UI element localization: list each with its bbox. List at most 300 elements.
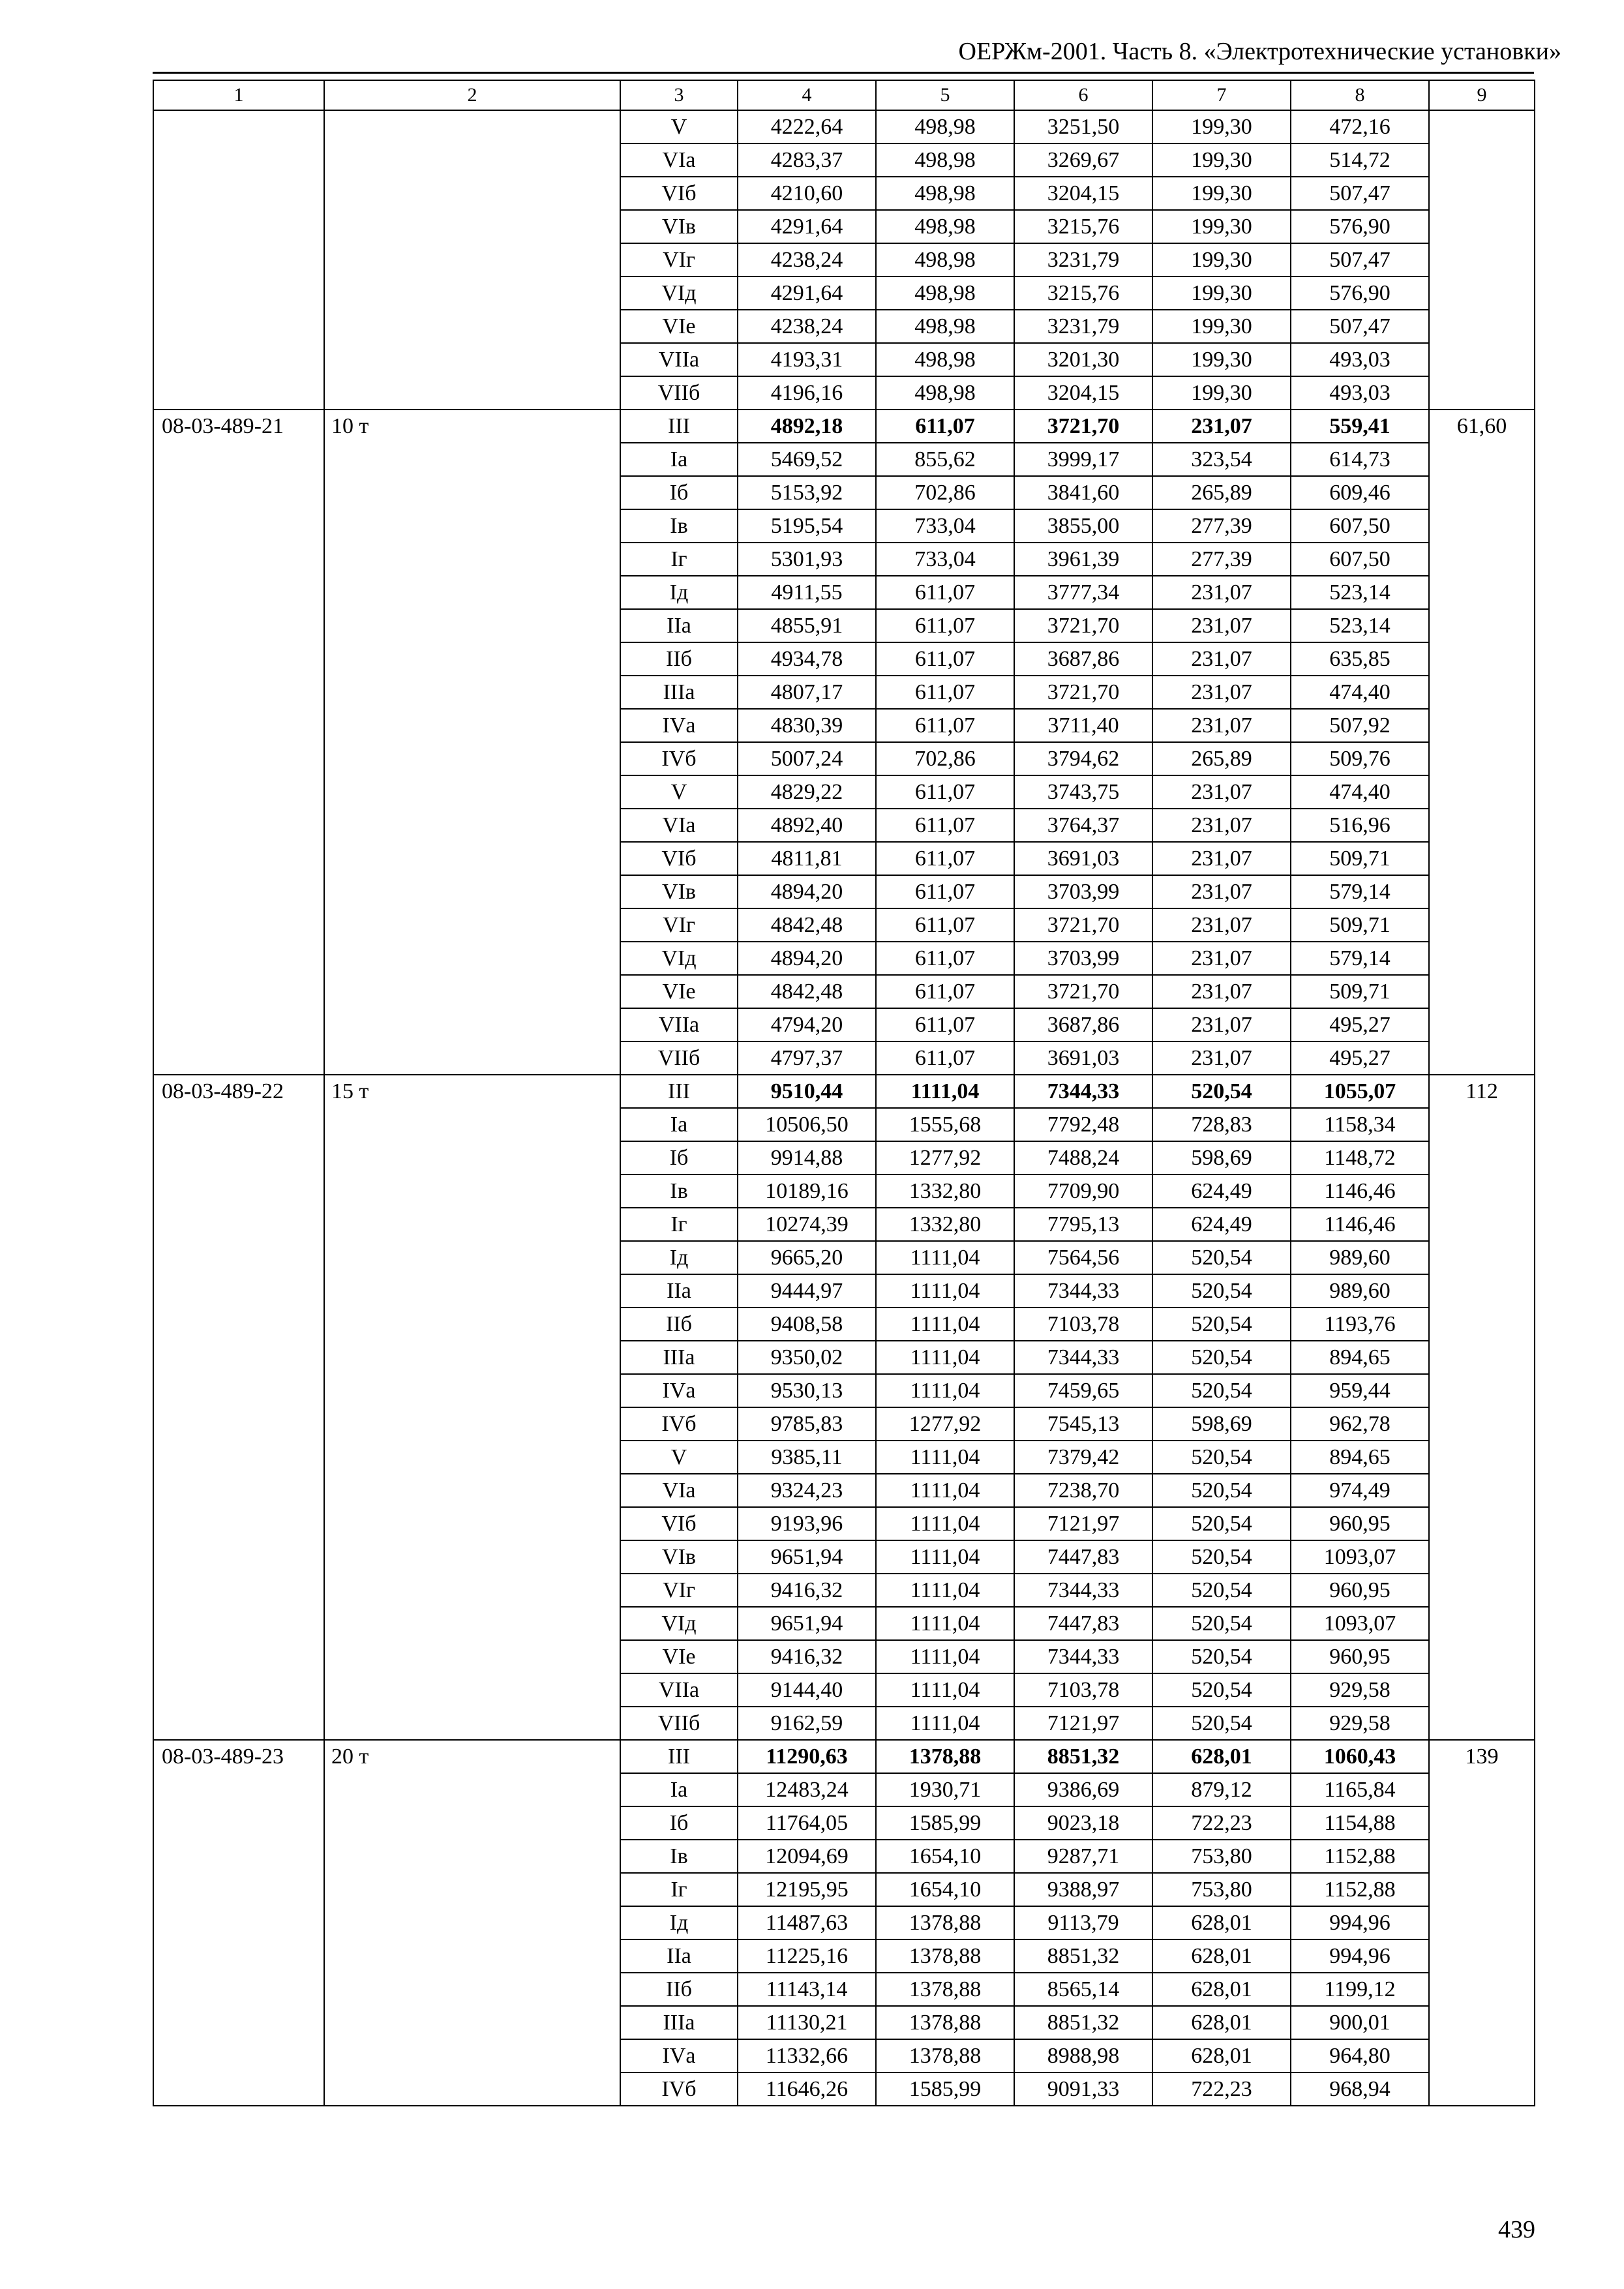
value-cell: 9385,11 [738,1441,876,1474]
value-cell: 7344,33 [1014,1574,1152,1607]
value-cell: 611,07 [876,709,1014,742]
value-cell: 9193,96 [738,1507,876,1540]
value-cell: 611,07 [876,1041,1014,1075]
value-cell: 199,30 [1152,177,1291,210]
value-cell: 514,72 [1291,143,1429,177]
value-cell: 3999,17 [1014,443,1152,476]
value-cell: 199,30 [1152,110,1291,143]
value-cell: 3711,40 [1014,709,1152,742]
value-cell: 231,07 [1152,809,1291,842]
value-cell: 607,50 [1291,509,1429,543]
value-cell: 879,12 [1152,1773,1291,1806]
column-number: 6 [1014,80,1152,110]
value-cell: 628,01 [1152,1906,1291,1939]
value-cell: 1111,04 [876,1241,1014,1274]
value-cell: 9386,69 [1014,1773,1152,1806]
value-cell: 1111,04 [876,1075,1014,1108]
zone-cell: VIг [620,908,738,942]
value-cell: 4892,18 [738,410,876,443]
zone-cell: VIIб [620,1041,738,1075]
column-number: 9 [1429,80,1535,110]
value-cell: 964,80 [1291,2039,1429,2072]
value-cell: 9350,02 [738,1341,876,1374]
value-cell: 960,95 [1291,1574,1429,1607]
value-cell: 498,98 [876,277,1014,310]
value-cell: 1111,04 [876,1507,1014,1540]
column-number: 4 [738,80,876,110]
value-cell: 4842,48 [738,975,876,1008]
value-cell: 11143,14 [738,1973,876,2006]
value-cell: 520,54 [1152,1241,1291,1274]
value-cell: 1055,07 [1291,1075,1429,1108]
value-cell: 7545,13 [1014,1407,1152,1441]
running-header: ОЕРЖм-2001. Часть 8. «Электротехнические установки» [958,38,1561,65]
value-cell: 7344,33 [1014,1274,1152,1308]
value-cell: 960,95 [1291,1507,1429,1540]
col9-cell-blank [1429,110,1535,410]
zone-cell: Iб [620,476,738,509]
value-cell: 11764,05 [738,1806,876,1840]
zone-cell: IVб [620,742,738,775]
value-cell: 9416,32 [738,1574,876,1607]
value-cell: 1585,99 [876,2072,1014,2106]
value-cell: 1199,12 [1291,1973,1429,2006]
value-cell: 989,60 [1291,1274,1429,1308]
value-cell: 960,95 [1291,1640,1429,1673]
value-cell: 9651,94 [738,1540,876,1574]
table-row [153,1075,1535,1108]
value-cell: 5469,52 [738,443,876,476]
value-cell: 520,54 [1152,1640,1291,1673]
value-cell: 7379,42 [1014,1441,1152,1474]
value-cell: 474,40 [1291,775,1429,809]
value-cell: 611,07 [876,908,1014,942]
value-cell: 3204,15 [1014,376,1152,410]
zone-cell: IIIа [620,676,738,709]
value-cell: 231,07 [1152,875,1291,908]
value-cell: 520,54 [1152,1540,1291,1574]
value-cell: 1152,88 [1291,1840,1429,1873]
zone-cell: VIа [620,809,738,842]
value-cell: 7121,97 [1014,1707,1152,1740]
value-cell: 3687,86 [1014,642,1152,676]
value-cell: 1111,04 [876,1607,1014,1640]
value-cell: 1378,88 [876,1740,1014,1773]
value-cell: 3721,70 [1014,908,1152,942]
value-cell: 611,07 [876,809,1014,842]
value-cell: 702,86 [876,476,1014,509]
rate-name: 10 т [324,410,620,1075]
value-cell: 1111,04 [876,1474,1014,1507]
value-cell: 628,01 [1152,2006,1291,2039]
value-cell: 722,23 [1152,2072,1291,2106]
value-cell: 9510,44 [738,1075,876,1108]
zone-cell: Iа [620,1108,738,1141]
column-number: 5 [876,80,1014,110]
value-cell: 7121,97 [1014,1507,1152,1540]
value-cell: 1152,88 [1291,1873,1429,1906]
value-cell: 579,14 [1291,875,1429,908]
value-cell: 1060,43 [1291,1740,1429,1773]
value-cell: 1277,92 [876,1407,1014,1441]
value-cell: 523,14 [1291,576,1429,609]
zone-cell: IIб [620,1308,738,1341]
value-cell: 4894,20 [738,875,876,908]
value-cell: 4238,24 [738,243,876,277]
value-cell: 9530,13 [738,1374,876,1407]
value-cell: 509,71 [1291,842,1429,875]
value-cell: 231,07 [1152,410,1291,443]
zone-cell: VIг [620,1574,738,1607]
value-cell: 520,54 [1152,1474,1291,1507]
value-cell: 520,54 [1152,1075,1291,1108]
value-cell: 611,07 [876,875,1014,908]
value-cell: 495,27 [1291,1008,1429,1041]
value-cell: 7238,70 [1014,1474,1152,1507]
value-cell: 702,86 [876,742,1014,775]
value-cell: 559,41 [1291,410,1429,443]
value-cell: 10189,16 [738,1174,876,1208]
value-cell: 509,76 [1291,742,1429,775]
value-cell: 3764,37 [1014,809,1152,842]
zone-cell: V [620,775,738,809]
value-cell: 231,07 [1152,676,1291,709]
value-cell: 9091,33 [1014,2072,1152,2106]
value-cell: 609,46 [1291,476,1429,509]
value-cell: 520,54 [1152,1274,1291,1308]
value-cell: 4794,20 [738,1008,876,1041]
value-cell: 231,07 [1152,609,1291,642]
zone-cell: Iг [620,543,738,576]
value-cell: 5195,54 [738,509,876,543]
value-cell: 1146,46 [1291,1208,1429,1241]
value-cell: 611,07 [876,775,1014,809]
zone-cell: VIе [620,1640,738,1673]
zone-cell: IIа [620,1939,738,1973]
value-cell: 493,03 [1291,343,1429,376]
zone-cell: IVа [620,1374,738,1407]
value-cell: 199,30 [1152,243,1291,277]
value-cell: 7488,24 [1014,1141,1152,1174]
value-cell: 523,14 [1291,609,1429,642]
value-cell: 3687,86 [1014,1008,1152,1041]
value-cell: 1930,71 [876,1773,1014,1806]
value-cell: 3743,75 [1014,775,1152,809]
value-cell: 520,54 [1152,1673,1291,1707]
value-cell: 520,54 [1152,1507,1291,1540]
value-cell: 520,54 [1152,1607,1291,1640]
value-cell: 9408,58 [738,1308,876,1341]
value-cell: 3231,79 [1014,243,1152,277]
value-cell: 520,54 [1152,1441,1291,1474]
value-cell: 3841,60 [1014,476,1152,509]
value-cell: 7103,78 [1014,1308,1152,1341]
rate-name: 15 т [324,1075,620,1740]
value-cell: 231,07 [1152,975,1291,1008]
value-cell: 611,07 [876,410,1014,443]
zone-cell: VIв [620,1540,738,1574]
value-cell: 5153,92 [738,476,876,509]
value-cell: 628,01 [1152,1973,1291,2006]
zone-cell: III [620,1075,738,1108]
value-cell: 9785,83 [738,1407,876,1441]
value-cell: 7344,33 [1014,1640,1152,1673]
value-cell: 3721,70 [1014,609,1152,642]
value-cell: 498,98 [876,376,1014,410]
zone-cell: Iг [620,1208,738,1241]
zone-cell: Iа [620,443,738,476]
price-table [153,80,1535,2106]
value-cell: 1111,04 [876,1640,1014,1673]
value-cell: 265,89 [1152,742,1291,775]
value-cell: 753,80 [1152,1840,1291,1873]
value-cell: 7447,83 [1014,1540,1152,1574]
value-cell: 9651,94 [738,1607,876,1640]
value-cell: 9665,20 [738,1241,876,1274]
value-cell: 7344,33 [1014,1075,1152,1108]
value-cell: 628,01 [1152,1740,1291,1773]
value-cell: 516,96 [1291,809,1429,842]
value-cell: 1654,10 [876,1840,1014,1873]
value-cell: 3269,67 [1014,143,1152,177]
zone-cell: III [620,1740,738,1773]
value-cell: 1158,34 [1291,1108,1429,1141]
value-cell: 12195,95 [738,1873,876,1906]
value-cell: 959,44 [1291,1374,1429,1407]
value-cell: 199,30 [1152,277,1291,310]
value-cell: 733,04 [876,543,1014,576]
value-cell: 1332,80 [876,1174,1014,1208]
value-cell: 3215,76 [1014,277,1152,310]
value-cell: 1193,76 [1291,1308,1429,1341]
value-cell: 3703,99 [1014,875,1152,908]
zone-cell: Iб [620,1806,738,1840]
value-cell: 3231,79 [1014,310,1152,343]
col9-value: 112 [1429,1075,1535,1740]
value-cell: 855,62 [876,443,1014,476]
rate-code: 08-03-489-21 [153,410,324,1075]
value-cell: 598,69 [1152,1407,1291,1441]
name-cell-blank [324,110,620,410]
column-header-row [153,80,1535,110]
value-cell: 624,49 [1152,1174,1291,1208]
value-cell: 894,65 [1291,1341,1429,1374]
value-cell: 3721,70 [1014,975,1152,1008]
value-cell: 199,30 [1152,343,1291,376]
value-cell: 8851,32 [1014,2006,1152,2039]
value-cell: 1378,88 [876,2006,1014,2039]
zone-cell: V [620,110,738,143]
zone-cell: Iа [620,1773,738,1806]
value-cell: 199,30 [1152,376,1291,410]
value-cell: 4830,39 [738,709,876,742]
value-cell: 4283,37 [738,143,876,177]
value-cell: 611,07 [876,842,1014,875]
column-number: 1 [153,80,324,110]
value-cell: 498,98 [876,110,1014,143]
value-cell: 520,54 [1152,1341,1291,1374]
value-cell: 576,90 [1291,210,1429,243]
value-cell: 598,69 [1152,1141,1291,1174]
table-body [153,80,1535,2106]
value-cell: 3794,62 [1014,742,1152,775]
zone-cell: VIг [620,243,738,277]
value-cell: 3777,34 [1014,576,1152,609]
zone-cell: VIIа [620,1673,738,1707]
value-cell: 4892,40 [738,809,876,842]
value-cell: 1146,46 [1291,1174,1429,1208]
value-cell: 498,98 [876,143,1014,177]
zone-cell: VIе [620,310,738,343]
value-cell: 611,07 [876,975,1014,1008]
zone-cell: Iд [620,1906,738,1939]
value-cell: 498,98 [876,243,1014,277]
value-cell: 611,07 [876,676,1014,709]
zone-cell: VIб [620,1507,738,1540]
value-cell: 1555,68 [876,1108,1014,1141]
value-cell: 3855,00 [1014,509,1152,543]
zone-cell: IIIа [620,1341,738,1374]
zone-cell: IIIа [620,2006,738,2039]
value-cell: 507,47 [1291,243,1429,277]
zone-cell: IIб [620,642,738,676]
value-cell: 472,16 [1291,110,1429,143]
value-cell: 4222,64 [738,110,876,143]
zone-cell: VIд [620,1607,738,1640]
value-cell: 1148,72 [1291,1141,1429,1174]
value-cell: 3961,39 [1014,543,1152,576]
value-cell: 9444,97 [738,1274,876,1308]
value-cell: 4934,78 [738,642,876,676]
value-cell: 11225,16 [738,1939,876,1973]
zone-cell: Iг [620,1873,738,1906]
value-cell: 929,58 [1291,1707,1429,1740]
col9-value: 139 [1429,1740,1535,2106]
value-cell: 231,07 [1152,576,1291,609]
value-cell: 1111,04 [876,1673,1014,1707]
value-cell: 722,23 [1152,1806,1291,1840]
value-cell: 1654,10 [876,1873,1014,1906]
value-cell: 635,85 [1291,642,1429,676]
value-cell: 628,01 [1152,2039,1291,2072]
value-cell: 576,90 [1291,277,1429,310]
zone-cell: Iв [620,509,738,543]
value-cell: 9914,88 [738,1141,876,1174]
value-cell: 994,96 [1291,1906,1429,1939]
value-cell: 624,49 [1152,1208,1291,1241]
value-cell: 9388,97 [1014,1873,1152,1906]
value-cell: 8565,14 [1014,1973,1152,2006]
value-cell: 1093,07 [1291,1607,1429,1640]
value-cell: 900,01 [1291,2006,1429,2039]
value-cell: 974,49 [1291,1474,1429,1507]
value-cell: 929,58 [1291,1673,1429,1707]
value-cell: 493,03 [1291,376,1429,410]
value-cell: 231,07 [1152,775,1291,809]
zone-cell: IIа [620,609,738,642]
value-cell: 520,54 [1152,1374,1291,1407]
value-cell: 323,54 [1152,443,1291,476]
value-cell: 520,54 [1152,1308,1291,1341]
value-cell: 3251,50 [1014,110,1152,143]
value-cell: 11332,66 [738,2039,876,2072]
zone-cell: IVб [620,1407,738,1441]
value-cell: 8851,32 [1014,1740,1152,1773]
code-cell-blank [153,110,324,410]
zone-cell: III [620,410,738,443]
value-cell: 5007,24 [738,742,876,775]
zone-cell: VIIа [620,1008,738,1041]
zone-cell: Iб [620,1141,738,1174]
rate-code: 08-03-489-23 [153,1740,324,2106]
value-cell: 9287,71 [1014,1840,1152,1873]
value-cell: 277,39 [1152,509,1291,543]
value-cell: 4210,60 [738,177,876,210]
zone-cell: VIIб [620,376,738,410]
value-cell: 1277,92 [876,1141,1014,1174]
value-cell: 611,07 [876,942,1014,975]
value-cell: 11290,63 [738,1740,876,1773]
value-cell: 968,94 [1291,2072,1429,2106]
zone-cell: Iд [620,576,738,609]
value-cell: 1111,04 [876,1707,1014,1740]
zone-cell: Iв [620,1174,738,1208]
zone-cell: VIб [620,177,738,210]
value-cell: 7709,90 [1014,1174,1152,1208]
zone-cell: Iв [620,1840,738,1873]
value-cell: 498,98 [876,343,1014,376]
value-cell: 7564,56 [1014,1241,1152,1274]
zone-cell: IIб [620,1973,738,2006]
zone-cell: VIа [620,1474,738,1507]
col9-value: 61,60 [1429,410,1535,1075]
value-cell: 199,30 [1152,143,1291,177]
value-cell: 4807,17 [738,676,876,709]
value-cell: 1111,04 [876,1308,1014,1341]
value-cell: 231,07 [1152,942,1291,975]
value-cell: 1378,88 [876,2039,1014,2072]
value-cell: 4855,91 [738,609,876,642]
value-cell: 495,27 [1291,1041,1429,1075]
value-cell: 1378,88 [876,1939,1014,1973]
table-row [153,110,1535,143]
value-cell: 231,07 [1152,908,1291,942]
value-cell: 7795,13 [1014,1208,1152,1241]
value-cell: 994,96 [1291,1939,1429,1973]
value-cell: 1111,04 [876,1574,1014,1607]
zone-cell: IVа [620,2039,738,2072]
value-cell: 11487,63 [738,1906,876,1939]
value-cell: 199,30 [1152,210,1291,243]
value-cell: 3215,76 [1014,210,1152,243]
value-cell: 11130,21 [738,2006,876,2039]
value-cell: 3721,70 [1014,676,1152,709]
zone-cell: IVб [620,2072,738,2106]
value-cell: 11646,26 [738,2072,876,2106]
value-cell: 9023,18 [1014,1806,1152,1840]
value-cell: 1165,84 [1291,1773,1429,1806]
value-cell: 4291,64 [738,277,876,310]
value-cell: 10274,39 [738,1208,876,1241]
value-cell: 894,65 [1291,1441,1429,1474]
zone-cell: VIд [620,277,738,310]
value-cell: 231,07 [1152,642,1291,676]
value-cell: 9416,32 [738,1640,876,1673]
value-cell: 1111,04 [876,1274,1014,1308]
zone-cell: Iд [620,1241,738,1274]
value-cell: 507,92 [1291,709,1429,742]
value-cell: 1111,04 [876,1441,1014,1474]
